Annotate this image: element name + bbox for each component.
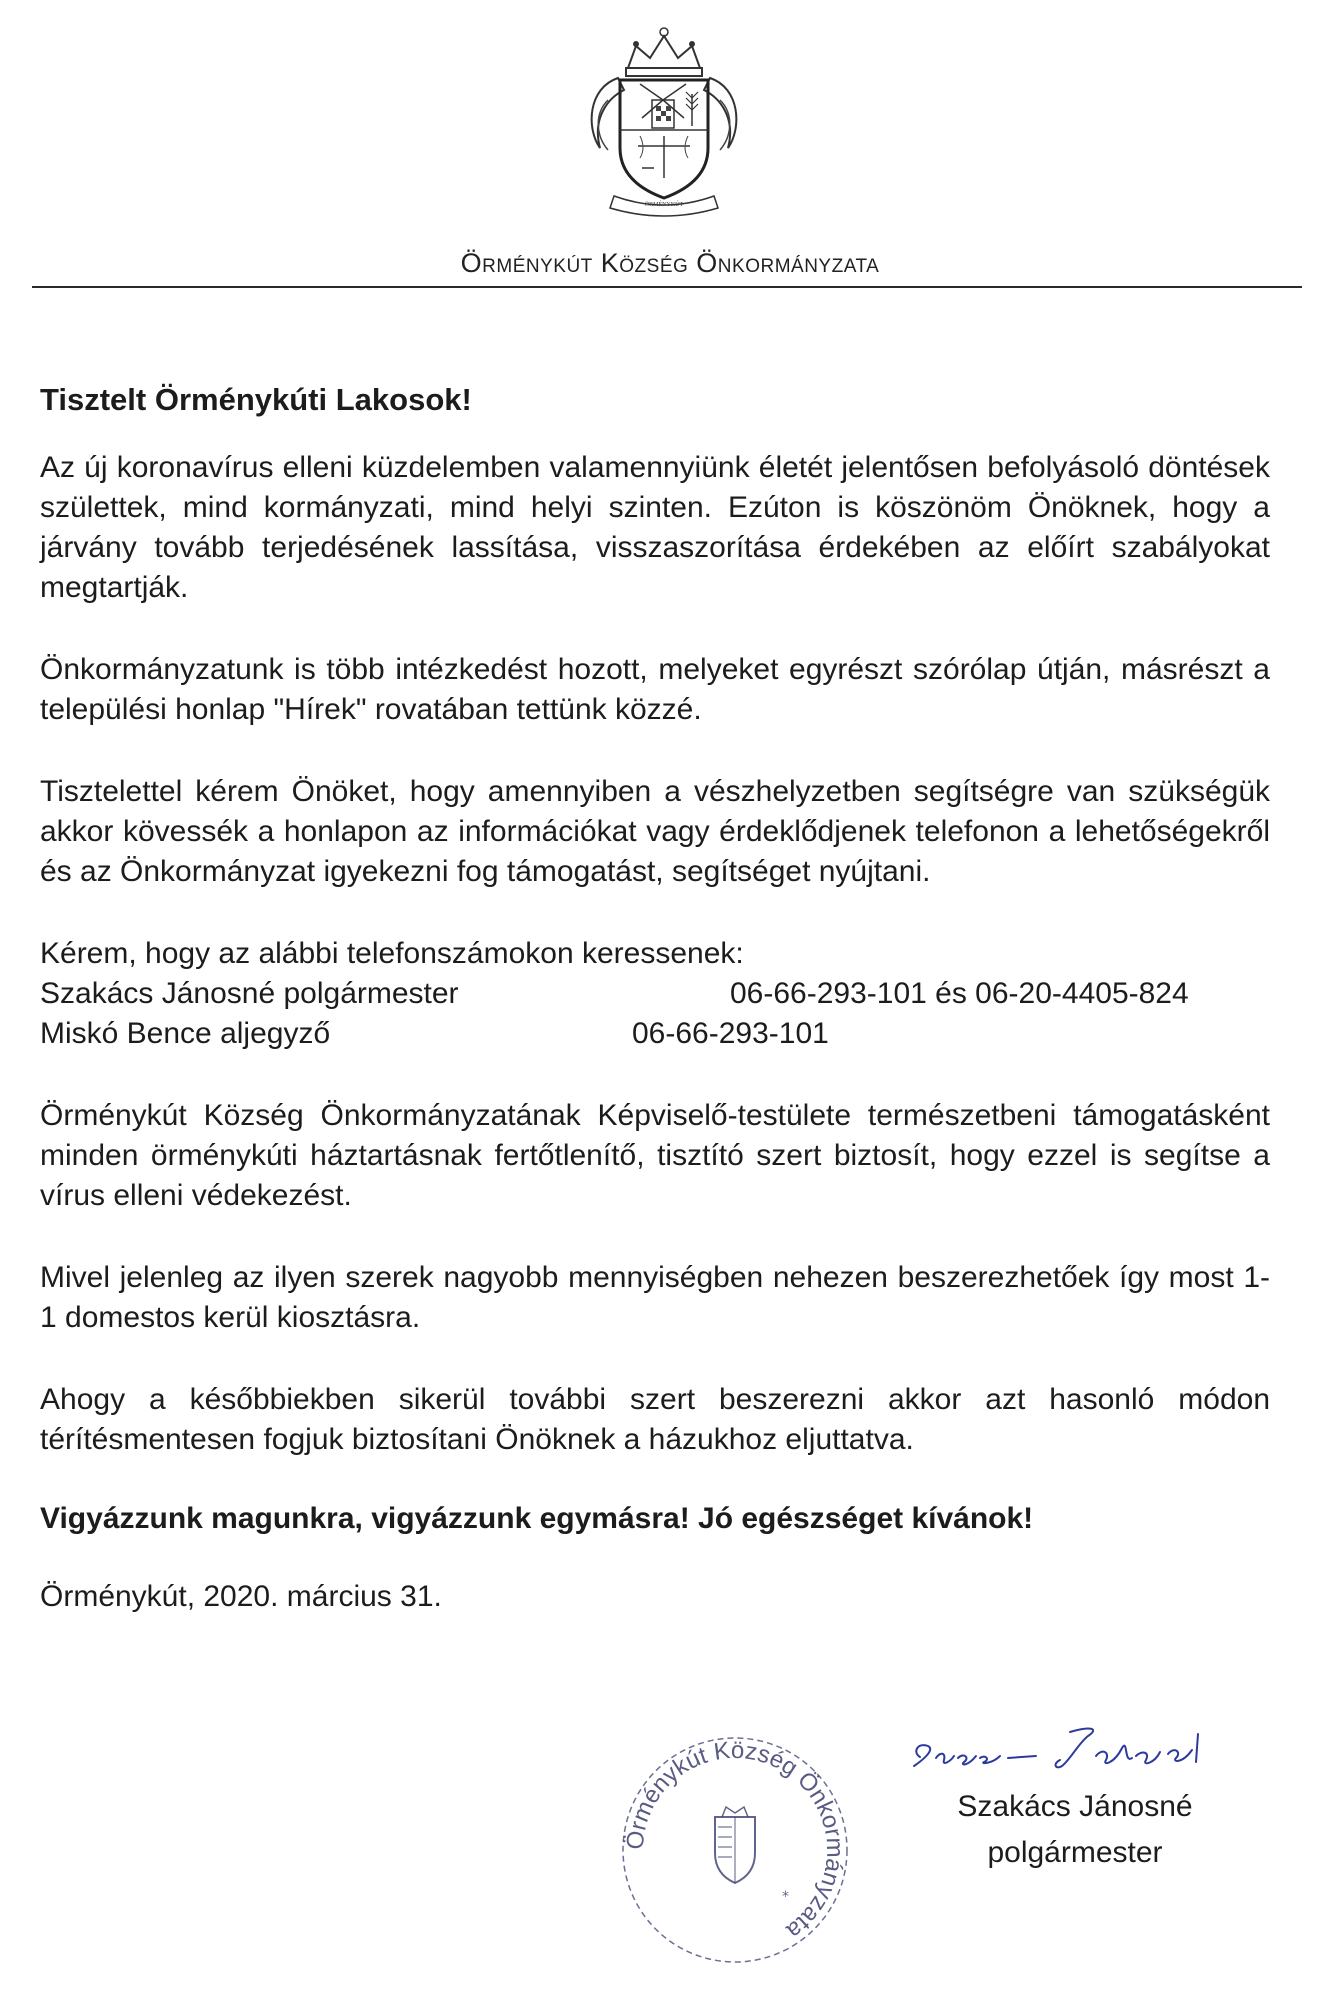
handwritten-signature bbox=[910, 1712, 1310, 1782]
signer-name: Szakács Jánosné bbox=[957, 1790, 1193, 1823]
contact-row bbox=[40, 1014, 1270, 1054]
letter-body bbox=[40, 382, 1270, 1614]
contacts-intro: Kérem, hogy az alábbi telefonszámokon keressenek: bbox=[40, 937, 744, 970]
closing-line: Vigyázzunk magunkra, vigyázzunk egymásra! Jó egészséget kívánok! bbox=[40, 1502, 1034, 1535]
contact-phone: 06-66-293-101 bbox=[632, 1017, 829, 1050]
coat-of-arms bbox=[578, 18, 750, 223]
paragraph-measures: Önkormányzatunk is több intézkedést hozott, melyeket egyrészt szórólap útján, másrészt a települési honlap "Hírek" rovatában tettünk közzé. bbox=[40, 653, 1270, 726]
contact-name: Szakács Jánosné polgármester bbox=[40, 977, 459, 1010]
paragraph-request: Tisztelettel kérem Önöket, hogy amennyiben a vészhelyzetben segítségre van szükségük akkor kövessék a honlapon az információkat vagy érdeklődjenek telefonon a lehetőségekről és az Önkormányzat igyekezni fog támogatást, segítséget nyújtani. bbox=[40, 775, 1270, 888]
header-divider bbox=[32, 286, 1302, 288]
paragraph-support: Örménykút Község Önkormányzatának Képviselő-testülete természetbeni támogatásként minden örménykúti háztartásnak fertőtlenítő, tisztító szert biztosít, hogy ezzel is segítse a vírus elleni védekezést. bbox=[40, 1099, 1270, 1212]
contact-row bbox=[40, 974, 1270, 1014]
contact-phone: 06-66-293-101 és 06-20-4405-824 bbox=[730, 977, 1189, 1010]
crest-banner-text: ÖRMÉNYKÚT bbox=[644, 202, 684, 208]
svg-text:*: * bbox=[782, 1889, 789, 1905]
signer-title: polgármester bbox=[987, 1836, 1163, 1869]
official-stamp bbox=[610, 1725, 860, 1975]
paragraph-intro: Az új koronavírus elleni küzdelemben valamennyiünk életét jelentősen befolyásoló döntések születtek, mind kormányzati, mind helyi szinten. Ezúton is köszönöm Önöknek, hogy a járvány tovább terjedésének lassítása, visszaszorítása érdekében az előírt szabályokat megtartják. bbox=[40, 451, 1270, 604]
salutation: Tisztelt Örménykúti Lakosok! bbox=[40, 382, 472, 417]
paragraph-supply: Mivel jelenleg az ilyen szerek nagyobb mennyiségben nehezen beszerezhetőek így most 1-1 domestos kerül kiosztásra. bbox=[40, 1261, 1270, 1334]
place-date: Örménykút, 2020. március 31. bbox=[40, 1580, 442, 1613]
contact-name: Miskó Bence aljegyző bbox=[40, 1017, 331, 1050]
paragraph-future: Ahogy a későbbiekben sikerül további szert beszerezni akkor azt hasonló módon térítésmentesen fogjuk biztosítani Önöknek a házukhoz eljuttatva. bbox=[40, 1383, 1270, 1456]
contacts-block bbox=[40, 934, 1270, 1054]
organization-title: Örménykút Község Önkormányzata bbox=[460, 248, 880, 278]
svg-text:Örménykút Község Önkormányzata: Örménykút Község Önkormányzata bbox=[621, 1736, 849, 1945]
